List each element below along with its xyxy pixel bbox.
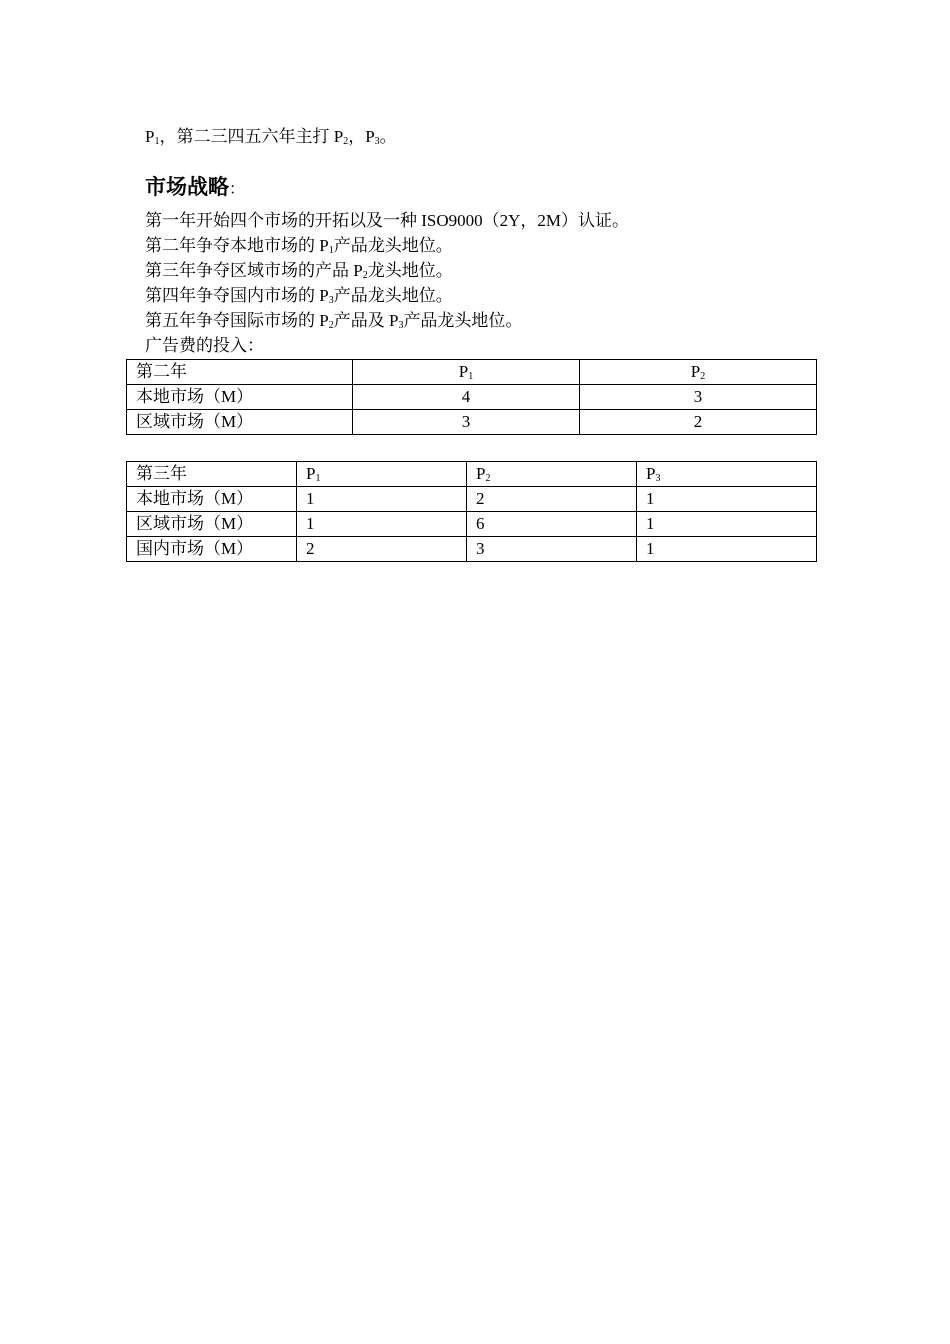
subscript: 3 (398, 320, 404, 331)
table-header-cell (297, 462, 467, 487)
text: 第五年争夺国际市场的 (145, 311, 320, 330)
table-row (127, 512, 817, 537)
strategy-year5 (145, 310, 522, 332)
product-label: P (690, 362, 701, 381)
section-heading (145, 171, 245, 201)
heading-title: 市场战略 (145, 175, 229, 199)
subscript: 1 (154, 136, 160, 147)
product-label: P (319, 311, 329, 330)
ad-spend-table-year3 (126, 461, 817, 562)
value-cell: 1 (637, 487, 817, 512)
table-row (127, 487, 817, 512)
value-cell: 6 (467, 512, 637, 537)
value-cell: 2 (297, 537, 467, 562)
text: 第三年争夺区域市场的产品 (145, 261, 354, 280)
subscript: 2 (485, 473, 491, 484)
product-label: P (306, 464, 316, 483)
product-label: P (319, 286, 329, 305)
value-cell: 1 (297, 487, 467, 512)
strategy-year1: 第一年开始四个市场的开拓以及一种 ISO9000（2Y，2M）认证。 (145, 211, 630, 230)
product-label: P (319, 236, 329, 255)
market-cell: 本地市场（M） (127, 385, 353, 410)
subscript: 2 (343, 136, 349, 147)
table-header-cell (467, 462, 637, 487)
subscript: 3 (328, 295, 334, 306)
strategy-year4 (145, 285, 453, 307)
ad-spend-label: 广告费的投入： (145, 336, 264, 355)
value-cell: 2 (467, 487, 637, 512)
product-label: P (353, 261, 363, 280)
intro-text: ，第二三四五六年主打 (159, 127, 334, 146)
text: 第四年争夺国内市场的 (145, 286, 320, 305)
subscript: 1 (468, 371, 474, 382)
product-label: P (458, 362, 469, 381)
table-header-cell: 第二年 (127, 360, 353, 385)
strategy-year3 (145, 260, 453, 282)
intro-text: 。 (379, 127, 397, 146)
table-header-row (127, 462, 817, 487)
product-label: P (388, 311, 399, 330)
market-cell: 本地市场（M） (127, 487, 297, 512)
value-cell: 1 (637, 512, 817, 537)
text: 龙头地位。 (367, 261, 453, 280)
intro-line (145, 126, 397, 148)
value-cell: 3 (353, 410, 580, 435)
subscript: 1 (315, 473, 321, 484)
product-label: P (646, 464, 656, 483)
market-cell: 区域市场（M） (127, 512, 297, 537)
value-cell: 3 (580, 385, 817, 410)
table-row (127, 410, 817, 435)
table-row (127, 537, 817, 562)
strategy-year2 (145, 235, 453, 257)
subscript: 3 (655, 473, 661, 484)
ad-spend-table-year2 (126, 359, 817, 435)
subscript: 2 (362, 270, 368, 281)
value-cell: 1 (637, 537, 817, 562)
product-label: P (476, 464, 486, 483)
text: 产品龙头地位。 (333, 236, 453, 255)
value-cell: 1 (297, 512, 467, 537)
intro-text: ， (348, 127, 366, 146)
product-p1-label: P (145, 127, 155, 146)
value-cell: 4 (353, 385, 580, 410)
subscript: 2 (700, 371, 706, 382)
value-cell: 2 (580, 410, 817, 435)
subscript: 3 (374, 136, 380, 147)
product-p3-label: P (365, 127, 375, 146)
subscript: 1 (328, 245, 334, 256)
table-header-cell: 第三年 (127, 462, 297, 487)
text: 第二年争夺本地市场的 (145, 236, 320, 255)
value-cell: 3 (467, 537, 637, 562)
text: 产品龙头地位。 (403, 311, 523, 330)
text: 产品及 (333, 311, 389, 330)
table-header-cell (580, 360, 817, 385)
market-cell: 区域市场（M） (127, 410, 353, 435)
table-header-cell (637, 462, 817, 487)
product-p2-label: P (333, 127, 344, 146)
text: 产品龙头地位。 (333, 286, 453, 305)
table-header-row (127, 360, 817, 385)
table-row (127, 385, 817, 410)
subscript: 2 (328, 320, 334, 331)
table-header-cell (353, 360, 580, 385)
market-cell: 国内市场（M） (127, 537, 297, 562)
heading-colon: ： (229, 181, 246, 198)
